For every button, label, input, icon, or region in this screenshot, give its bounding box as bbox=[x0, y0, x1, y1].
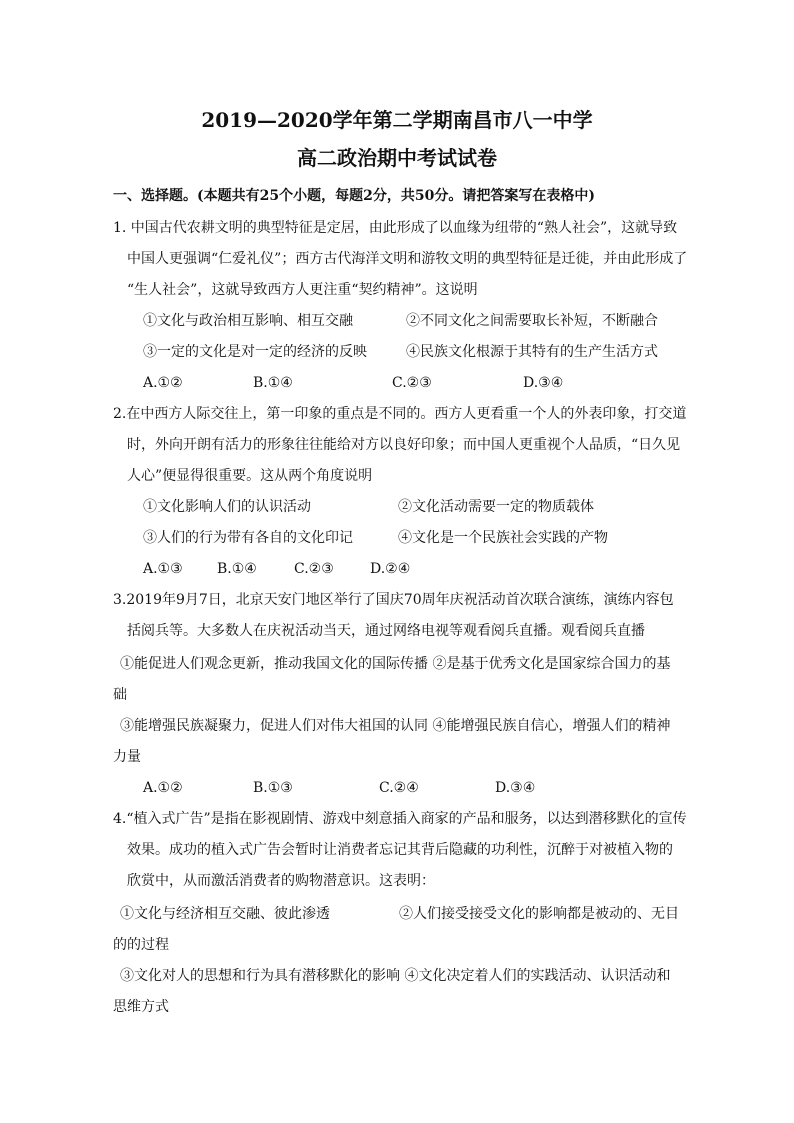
choice-a: A.①② bbox=[143, 375, 183, 391]
statement-2: ②人们接受接受文化的影响都是被动的、无目 bbox=[399, 906, 679, 922]
section-heading: 一、选择题。(本题共有25个小题，每题2分，共50分。请把答案写在表格中) bbox=[113, 188, 595, 204]
choice-d: D.②④ bbox=[370, 561, 411, 577]
question-stem-line: 括阅兵等。大多数人在庆祝活动当天，通过网络电视等观看阅兵直播。观看阅兵直播 bbox=[127, 623, 645, 639]
statement-line: ①能促进人们观念更新，推动我国文化的国际传播 ②是基于优秀文化是国家综合国力的基 bbox=[120, 656, 671, 672]
question-stem-line: 人心”便显得很重要。这从两个角度说明 bbox=[127, 468, 373, 484]
statement-line: 力量 bbox=[113, 749, 141, 765]
statement-1: ①文化与政治相互影响、相互交融 bbox=[143, 313, 353, 329]
question-stem-line: 时，外向开朗有活力的形象往往能给对方以良好印象；而中国人更重视个人品质，“日久见 bbox=[127, 437, 681, 453]
statement-3: ③人们的行为带有各自的文化印记 bbox=[143, 530, 353, 546]
question-stem-line: 欣赏中，从而激活消费者的购物潜意识。这表明： bbox=[127, 873, 435, 889]
statement-2: ②不同文化之间需要取长补短，不断融合 bbox=[406, 313, 658, 329]
choice-c: C.②④ bbox=[379, 780, 419, 796]
statement-2: ②文化活动需要一定的物质载体 bbox=[398, 499, 594, 515]
question-stem-line: 3.2019年9月7日，北京天安门地区举行了国庆70周年庆祝活动首次联合演练，演练内容包 bbox=[113, 592, 674, 608]
statement-line: 的的过程 bbox=[113, 937, 169, 953]
choice-a: A.①③ bbox=[143, 561, 183, 577]
question-stem-line: 中国人更强调“仁爱礼仪”；西方古代海洋文明和游牧文明的典型特征是迁徙，并由此形成了 bbox=[127, 251, 688, 267]
statement-3: ③一定的文化是对一定的经济的反映 bbox=[143, 344, 367, 360]
exam-title-school: 2019—2020学年第二学期南昌市八一中学 bbox=[201, 108, 593, 132]
statement-line: 思维方式 bbox=[113, 999, 169, 1015]
question-stem-line: 效果。成功的植入式广告会暂时让消费者忘记其背后隐藏的功利性，沉醉于对被植入物的 bbox=[127, 842, 673, 858]
choice-d: D.③④ bbox=[523, 375, 564, 391]
statement-4: ④民族文化根源于其特有的生产生活方式 bbox=[406, 344, 658, 360]
choice-d: D.③④ bbox=[495, 780, 536, 796]
statement-1: ①文化与经济相互交融、彼此渗透 bbox=[120, 906, 330, 922]
question-stem-line: 2.在中西方人际交往上，第一印象的重点是不同的。西方人更看重一个人的外表印象，打交道 bbox=[113, 406, 687, 422]
statement-4: ④文化是一个民族社会实践的产物 bbox=[398, 530, 608, 546]
choice-c: C.②③ bbox=[294, 561, 334, 577]
exam-title-subject: 高二政治期中考试试卷 bbox=[297, 146, 497, 170]
choice-b: B.①④ bbox=[253, 375, 293, 391]
statement-line: 础 bbox=[113, 687, 127, 703]
statement-1: ①文化影响人们的认识活动 bbox=[143, 499, 311, 515]
statement-line: ③能增强民族凝聚力，促进人们对伟大祖国的认同 ④能增强民族自信心，增强人们的精神 bbox=[120, 718, 671, 734]
choice-b: B.①④ bbox=[217, 561, 257, 577]
choice-c: C.②③ bbox=[392, 375, 432, 391]
choice-a: A.①② bbox=[143, 780, 183, 796]
question-stem-line: 4.“植入式广告”是指在影视剧情、游戏中刻意插入商家的产品和服务，以达到潜移默化的宣传 bbox=[113, 811, 687, 827]
question-stem-line: “生人社会”，这就导致西方人更注重“契约精神”。这说明 bbox=[127, 282, 478, 298]
choice-b: B.①③ bbox=[253, 780, 293, 796]
question-stem-line: 1. 中国古代农耕文明的典型特征是定居，由此形成了以血缘为纽带的“熟人社会”，这就导致 bbox=[113, 220, 678, 236]
statement-line: ③文化对人的思想和行为具有潜移默化的影响 ④文化决定着人们的实践活动、认识活动和 bbox=[120, 968, 671, 984]
